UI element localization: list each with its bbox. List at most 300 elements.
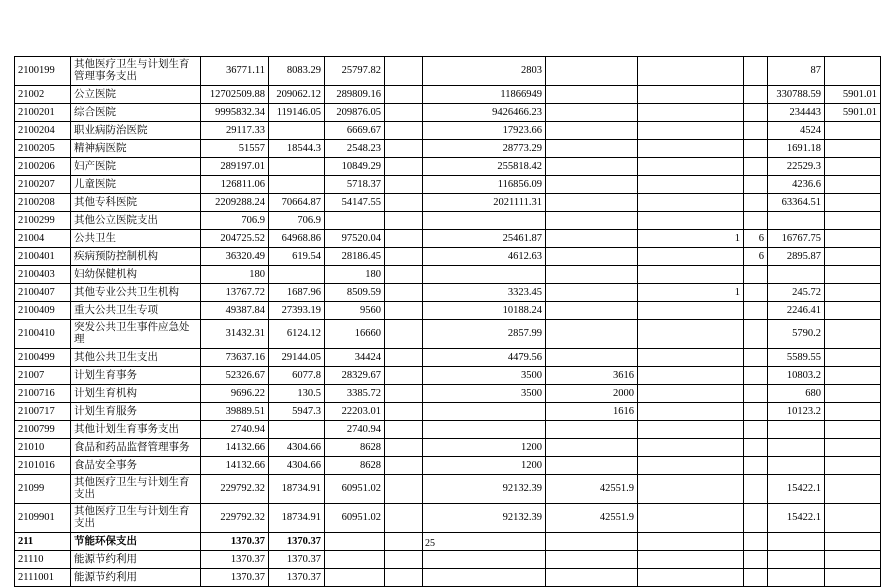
amount-cell — [325, 212, 385, 230]
table-row — [15, 367, 881, 385]
amount-cell — [423, 551, 546, 569]
amount-cell — [638, 266, 744, 284]
amount-cell: 11866949 — [423, 86, 546, 104]
amount-cell — [638, 122, 744, 140]
amount-cell: 4236.6 — [768, 176, 825, 194]
subject-code-cell: 2100407 — [15, 284, 71, 302]
amount-cell — [638, 569, 744, 587]
subject-code-cell: 2100299 — [15, 212, 71, 230]
amount-cell: 13767.72 — [201, 284, 269, 302]
amount-cell — [269, 421, 325, 439]
amount-cell: 1370.37 — [269, 551, 325, 569]
amount-cell: 8628 — [325, 439, 385, 457]
amount-cell — [744, 57, 768, 86]
amount-cell: 3385.72 — [325, 385, 385, 403]
amount-cell — [638, 194, 744, 212]
subject-name-cell: 其他公共卫生支出 — [71, 349, 201, 367]
amount-cell: 706.9 — [269, 212, 325, 230]
amount-cell: 4304.66 — [269, 457, 325, 475]
table-row — [15, 439, 881, 457]
subject-code-cell: 2101016 — [15, 457, 71, 475]
amount-cell: 229792.32 — [201, 504, 269, 533]
amount-cell — [385, 439, 423, 457]
amount-cell — [546, 302, 638, 320]
amount-cell: 2895.87 — [768, 248, 825, 266]
amount-cell: 116856.09 — [423, 176, 546, 194]
subject-code-cell: 2100401 — [15, 248, 71, 266]
amount-cell — [825, 504, 881, 533]
amount-cell: 70664.87 — [269, 194, 325, 212]
table-row — [15, 86, 881, 104]
amount-cell — [546, 212, 638, 230]
amount-cell — [546, 176, 638, 194]
amount-cell — [546, 457, 638, 475]
amount-cell: 87 — [768, 57, 825, 86]
subject-name-cell: 能源节约利用 — [71, 551, 201, 569]
amount-cell — [385, 194, 423, 212]
amount-cell: 73637.16 — [201, 349, 269, 367]
amount-cell — [638, 551, 744, 569]
table-row — [15, 176, 881, 194]
amount-cell: 289809.16 — [325, 86, 385, 104]
amount-cell — [385, 320, 423, 349]
amount-cell: 29144.05 — [269, 349, 325, 367]
subject-code-cell: 21110 — [15, 551, 71, 569]
amount-cell: 28329.67 — [325, 367, 385, 385]
amount-cell — [638, 457, 744, 475]
amount-cell: 28186.45 — [325, 248, 385, 266]
amount-cell — [385, 569, 423, 587]
amount-cell: 6 — [744, 248, 768, 266]
subject-name-cell: 重大公共卫生专项 — [71, 302, 201, 320]
amount-cell — [385, 385, 423, 403]
amount-cell: 14132.66 — [201, 457, 269, 475]
amount-cell: 27393.19 — [269, 302, 325, 320]
amount-cell: 1 — [638, 230, 744, 248]
amount-cell — [423, 421, 546, 439]
amount-cell — [825, 385, 881, 403]
subject-code-cell: 21002 — [15, 86, 71, 104]
subject-name-cell: 其他医疗卫生与计划生育支出 — [71, 504, 201, 533]
table-row — [15, 266, 881, 284]
amount-cell — [546, 248, 638, 266]
amount-cell: 619.54 — [269, 248, 325, 266]
amount-cell — [825, 176, 881, 194]
amount-cell: 10188.24 — [423, 302, 546, 320]
amount-cell: 234443 — [768, 104, 825, 122]
amount-cell: 49387.84 — [201, 302, 269, 320]
amount-cell: 229792.32 — [201, 475, 269, 504]
amount-cell — [325, 551, 385, 569]
amount-cell: 42551.9 — [546, 475, 638, 504]
amount-cell — [638, 439, 744, 457]
table-row — [15, 385, 881, 403]
amount-cell — [423, 403, 546, 421]
amount-cell — [423, 569, 546, 587]
amount-cell — [744, 104, 768, 122]
subject-name-cell: 疾病预防控制机构 — [71, 248, 201, 266]
amount-cell — [825, 158, 881, 176]
amount-cell — [825, 569, 881, 587]
amount-cell — [768, 569, 825, 587]
amount-cell: 36320.49 — [201, 248, 269, 266]
amount-cell: 9560 — [325, 302, 385, 320]
amount-cell — [825, 421, 881, 439]
amount-cell: 4612.63 — [423, 248, 546, 266]
amount-cell: 6 — [744, 230, 768, 248]
amount-cell — [744, 421, 768, 439]
amount-cell — [744, 475, 768, 504]
amount-cell: 92132.39 — [423, 504, 546, 533]
subject-name-cell: 计划生育服务 — [71, 403, 201, 421]
amount-cell: 2857.99 — [423, 320, 546, 349]
amount-cell: 5718.37 — [325, 176, 385, 194]
amount-cell — [385, 176, 423, 194]
amount-cell: 42551.9 — [546, 504, 638, 533]
amount-cell — [385, 367, 423, 385]
amount-cell: 8083.29 — [269, 57, 325, 86]
amount-cell — [744, 176, 768, 194]
amount-cell — [638, 504, 744, 533]
subject-name-cell: 公立医院 — [71, 86, 201, 104]
amount-cell — [744, 194, 768, 212]
amount-cell — [744, 320, 768, 349]
subject-name-cell: 突发公共卫生事件应急处理 — [71, 320, 201, 349]
amount-cell: 1370.37 — [269, 569, 325, 587]
amount-cell: 2548.23 — [325, 140, 385, 158]
amount-cell: 18734.91 — [269, 504, 325, 533]
amount-cell: 330788.59 — [768, 86, 825, 104]
amount-cell: 5947.3 — [269, 403, 325, 421]
amount-cell: 3500 — [423, 385, 546, 403]
subject-name-cell: 其他医疗卫生与计划生育支出 — [71, 475, 201, 504]
amount-cell — [825, 367, 881, 385]
amount-cell — [825, 439, 881, 457]
subject-code-cell: 2100799 — [15, 421, 71, 439]
amount-cell — [325, 569, 385, 587]
amount-cell — [546, 284, 638, 302]
amount-cell — [546, 230, 638, 248]
amount-cell — [744, 385, 768, 403]
amount-cell: 1200 — [423, 457, 546, 475]
amount-cell — [638, 158, 744, 176]
amount-cell — [385, 504, 423, 533]
amount-cell — [546, 320, 638, 349]
table-row — [15, 284, 881, 302]
amount-cell — [423, 266, 546, 284]
table-row — [15, 104, 881, 122]
amount-cell — [269, 266, 325, 284]
amount-cell: 12702509.88 — [201, 86, 269, 104]
amount-cell: 1691.18 — [768, 140, 825, 158]
amount-cell — [385, 86, 423, 104]
amount-cell: 3616 — [546, 367, 638, 385]
amount-cell: 119146.05 — [269, 104, 325, 122]
amount-cell: 9696.22 — [201, 385, 269, 403]
amount-cell — [385, 302, 423, 320]
subject-name-cell: 儿童医院 — [71, 176, 201, 194]
subject-name-cell: 其他专科医院 — [71, 194, 201, 212]
amount-cell: 92132.39 — [423, 475, 546, 504]
amount-cell: 180 — [325, 266, 385, 284]
amount-cell: 22529.3 — [768, 158, 825, 176]
amount-cell: 54147.55 — [325, 194, 385, 212]
subject-code-cell: 2100717 — [15, 403, 71, 421]
amount-cell — [768, 421, 825, 439]
table-row — [15, 194, 881, 212]
amount-cell — [768, 551, 825, 569]
amount-cell — [385, 212, 423, 230]
subject-code-cell: 2111001 — [15, 569, 71, 587]
amount-cell — [546, 140, 638, 158]
table-row — [15, 140, 881, 158]
amount-cell: 15422.1 — [768, 475, 825, 504]
subject-name-cell: 计划生育机构 — [71, 385, 201, 403]
amount-cell — [744, 302, 768, 320]
amount-cell: 6124.12 — [269, 320, 325, 349]
table-row — [15, 457, 881, 475]
amount-cell — [385, 403, 423, 421]
amount-cell — [546, 57, 638, 86]
subject-name-cell: 妇幼保健机构 — [71, 266, 201, 284]
amount-cell — [744, 266, 768, 284]
amount-cell — [638, 104, 744, 122]
amount-cell: 16767.75 — [768, 230, 825, 248]
amount-cell — [825, 212, 881, 230]
amount-cell — [825, 403, 881, 421]
table-row — [15, 230, 881, 248]
subject-name-cell: 妇产医院 — [71, 158, 201, 176]
amount-cell — [825, 194, 881, 212]
amount-cell: 15422.1 — [768, 504, 825, 533]
amount-cell — [825, 320, 881, 349]
amount-cell: 25797.82 — [325, 57, 385, 86]
amount-cell: 4304.66 — [269, 439, 325, 457]
amount-cell — [825, 349, 881, 367]
amount-cell — [269, 122, 325, 140]
amount-cell: 14132.66 — [201, 439, 269, 457]
amount-cell — [825, 266, 881, 284]
amount-cell: 34424 — [325, 349, 385, 367]
amount-cell — [638, 320, 744, 349]
amount-cell — [385, 122, 423, 140]
table-row — [15, 504, 881, 533]
amount-cell — [825, 140, 881, 158]
amount-cell — [768, 439, 825, 457]
table-row — [15, 421, 881, 439]
amount-cell — [546, 421, 638, 439]
amount-cell: 2740.94 — [201, 421, 269, 439]
subject-code-cell: 21004 — [15, 230, 71, 248]
amount-cell — [385, 230, 423, 248]
amount-cell: 36771.11 — [201, 57, 269, 86]
amount-cell — [385, 266, 423, 284]
amount-cell: 680 — [768, 385, 825, 403]
amount-cell — [744, 551, 768, 569]
table-row — [15, 475, 881, 504]
amount-cell: 5901.01 — [825, 104, 881, 122]
amount-cell — [423, 212, 546, 230]
amount-cell: 8628 — [325, 457, 385, 475]
subject-code-cell: 2100206 — [15, 158, 71, 176]
subject-name-cell: 节能环保支出 — [71, 533, 201, 551]
amount-cell: 180 — [201, 266, 269, 284]
amount-cell: 97520.04 — [325, 230, 385, 248]
amount-cell: 51557 — [201, 140, 269, 158]
subject-code-cell: 2100208 — [15, 194, 71, 212]
amount-cell: 10123.2 — [768, 403, 825, 421]
amount-cell: 64968.86 — [269, 230, 325, 248]
amount-cell: 5901.01 — [825, 86, 881, 104]
amount-cell — [768, 212, 825, 230]
amount-cell: 18544.3 — [269, 140, 325, 158]
amount-cell — [744, 86, 768, 104]
amount-cell — [825, 122, 881, 140]
amount-cell — [385, 57, 423, 86]
amount-cell — [825, 57, 881, 86]
table-row — [15, 551, 881, 569]
subject-code-cell: 2100716 — [15, 385, 71, 403]
amount-cell: 209062.12 — [269, 86, 325, 104]
amount-cell: 1370.37 — [269, 533, 325, 551]
amount-cell — [546, 266, 638, 284]
amount-cell — [744, 457, 768, 475]
amount-cell — [744, 212, 768, 230]
amount-cell: 2246.41 — [768, 302, 825, 320]
amount-cell — [385, 551, 423, 569]
amount-cell — [546, 122, 638, 140]
amount-cell — [638, 57, 744, 86]
table-row — [15, 569, 881, 587]
amount-cell — [546, 86, 638, 104]
table-row — [15, 212, 881, 230]
amount-cell: 60951.02 — [325, 475, 385, 504]
amount-cell: 16660 — [325, 320, 385, 349]
amount-cell: 1370.37 — [201, 551, 269, 569]
budget-table — [14, 56, 881, 587]
amount-cell — [546, 349, 638, 367]
amount-cell — [385, 158, 423, 176]
amount-cell — [385, 475, 423, 504]
amount-cell — [638, 176, 744, 194]
table-row — [15, 302, 881, 320]
amount-cell: 18734.91 — [269, 475, 325, 504]
amount-cell: 8509.59 — [325, 284, 385, 302]
table-row — [15, 320, 881, 349]
amount-cell: 10803.2 — [768, 367, 825, 385]
amount-cell: 39889.51 — [201, 403, 269, 421]
amount-cell — [825, 302, 881, 320]
subject-name-cell: 其他专业公共卫生机构 — [71, 284, 201, 302]
subject-name-cell: 综合医院 — [71, 104, 201, 122]
subject-name-cell: 能源节约利用 — [71, 569, 201, 587]
table-row — [15, 248, 881, 266]
amount-cell: 17923.66 — [423, 122, 546, 140]
amount-cell — [269, 158, 325, 176]
table-row — [15, 122, 881, 140]
amount-cell — [385, 421, 423, 439]
amount-cell — [385, 248, 423, 266]
amount-cell — [825, 284, 881, 302]
subject-name-cell: 职业病防治医院 — [71, 122, 201, 140]
amount-cell — [385, 349, 423, 367]
amount-cell: 29117.33 — [201, 122, 269, 140]
amount-cell: 255818.42 — [423, 158, 546, 176]
amount-cell: 2000 — [546, 385, 638, 403]
amount-cell: 1370.37 — [201, 569, 269, 587]
amount-cell — [768, 457, 825, 475]
amount-cell: 4524 — [768, 122, 825, 140]
amount-cell: 63364.51 — [768, 194, 825, 212]
subject-name-cell: 计划生育事务 — [71, 367, 201, 385]
table-row — [15, 57, 881, 86]
amount-cell: 6077.8 — [269, 367, 325, 385]
amount-cell — [546, 194, 638, 212]
amount-cell — [638, 212, 744, 230]
amount-cell — [744, 569, 768, 587]
amount-cell: 4479.56 — [423, 349, 546, 367]
subject-code-cell: 2100403 — [15, 266, 71, 284]
amount-cell — [825, 475, 881, 504]
subject-code-cell: 2100207 — [15, 176, 71, 194]
amount-cell: 52326.67 — [201, 367, 269, 385]
amount-cell — [638, 86, 744, 104]
amount-cell — [825, 551, 881, 569]
amount-cell: 2209288.24 — [201, 194, 269, 212]
amount-cell — [744, 349, 768, 367]
subject-name-cell: 其他计划生育事务支出 — [71, 421, 201, 439]
amount-cell — [825, 457, 881, 475]
amount-cell — [744, 122, 768, 140]
amount-cell: 2740.94 — [325, 421, 385, 439]
subject-code-cell: 21007 — [15, 367, 71, 385]
amount-cell: 3500 — [423, 367, 546, 385]
amount-cell — [546, 104, 638, 122]
amount-cell — [385, 104, 423, 122]
amount-cell: 9426466.23 — [423, 104, 546, 122]
amount-cell — [744, 504, 768, 533]
amount-cell — [638, 302, 744, 320]
amount-cell: 5790.2 — [768, 320, 825, 349]
amount-cell — [744, 158, 768, 176]
amount-cell — [269, 176, 325, 194]
amount-cell — [638, 421, 744, 439]
page-number: 25 — [425, 538, 435, 549]
amount-cell: 31432.31 — [201, 320, 269, 349]
amount-cell: 10849.29 — [325, 158, 385, 176]
subject-code-cell: 21010 — [15, 439, 71, 457]
amount-cell: 1200 — [423, 439, 546, 457]
amount-cell: 6669.67 — [325, 122, 385, 140]
amount-cell: 1616 — [546, 403, 638, 421]
amount-cell — [385, 140, 423, 158]
subject-code-cell: 2100199 — [15, 57, 71, 86]
table-row — [15, 403, 881, 421]
amount-cell: 2021111.31 — [423, 194, 546, 212]
subject-code-cell: 2100499 — [15, 349, 71, 367]
amount-cell — [744, 367, 768, 385]
amount-cell — [638, 367, 744, 385]
subject-code-cell: 2100410 — [15, 320, 71, 349]
table-row — [15, 158, 881, 176]
amount-cell: 3323.45 — [423, 284, 546, 302]
amount-cell — [825, 248, 881, 266]
subject-name-cell: 其他公立医院支出 — [71, 212, 201, 230]
subject-code-cell: 2100205 — [15, 140, 71, 158]
amount-cell: 28773.29 — [423, 140, 546, 158]
amount-cell: 289197.01 — [201, 158, 269, 176]
amount-cell — [638, 248, 744, 266]
